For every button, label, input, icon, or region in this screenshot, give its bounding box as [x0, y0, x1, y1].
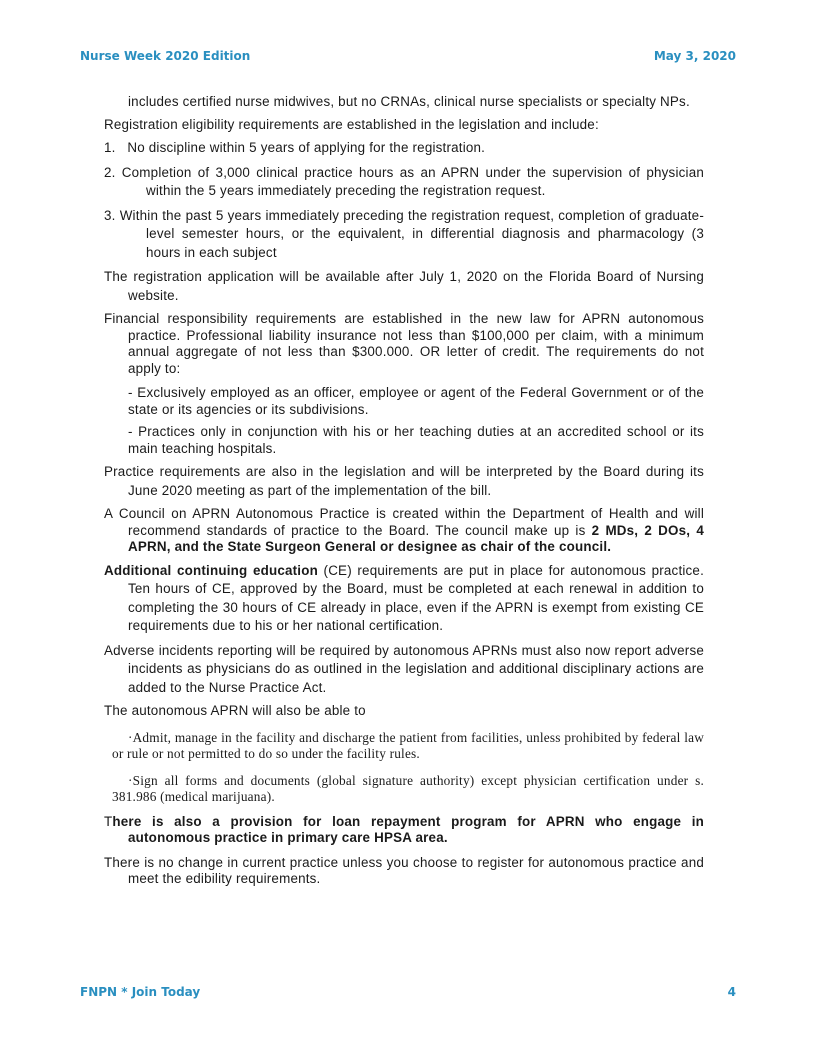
- council-paragraph: [104, 506, 704, 556]
- page-number: 4: [727, 985, 736, 999]
- loan-paragraph: [104, 814, 704, 847]
- header-edition: Nurse Week 2020 Edition: [80, 49, 251, 63]
- adverse-paragraph: Adverse incidents reporting will be required by autonomous APRNs must also now report adverse incidents as physicians do as outlined in the legislation and additional disciplinary actions are added to the Nurse Practice Act.: [104, 642, 704, 695]
- financial-paragraph: Financial responsibility requirements are established in the new law for APRN autonomous practice. Professional liability insurance not less than $100,000 per claim, with a minimum annual aggregate of not less than $300.000. OR letter of credit. The requirements do not apply to:: [104, 311, 704, 376]
- article-body: [104, 94, 704, 894]
- able-intro: The autonomous APRN will also be able to: [104, 703, 366, 718]
- application-paragraph: The registration application will be available after July 1, 2020 on the Florida Board of Nursing website.: [104, 269, 704, 303]
- council-makeup: 2 MDs, 2 DOs, 4 APRN, and the State Surgeon General or designee as chair of the council.: [128, 522, 704, 554]
- loan-first-letter: T: [104, 813, 113, 829]
- requirement-1: 1. No discipline within 5 years of applying for the registration.: [104, 140, 486, 155]
- continued-paragraph: includes certified nurse midwives, but no CRNAs, clinical nurse specialists or specialty NPs.: [128, 94, 690, 109]
- header-date: May 3, 2020: [653, 49, 736, 63]
- able-item-admit: ·Admit, manage in the facility and discharge the patient from facilities, unless prohibited by federal law or rule or not permitted to do so under the facility rules.: [112, 729, 704, 761]
- requirement-3: 3. Within the past 5 years immediately preceding the registration request, completion of graduate-level semester hours, or the equivalent, in differential diagnosis and pharmacology (3 hours in each subject: [104, 207, 704, 260]
- ce-text: (CE) requirements are put in place for autonomous practice. Ten hours of CE, approved by the Board, must be completed at each renewal in addition to completing the 30 hours of CE already in place, even if the APRN is exempt from existing CE requirements due to his or her national certification.: [128, 562, 704, 633]
- eligibility-intro: Registration eligibility requirements are established in the legislation and include:: [104, 116, 599, 132]
- council-text: A Council on APRN Autonomous Practice is created within the Department of Health and will recommend standards of practice to the Board. The council make up is: [104, 506, 704, 538]
- footer-org: FNPN * Join Today: [80, 985, 201, 999]
- practice-paragraph: Practice requirements are also in the legislation and will be interpreted by the Board during its June 2020 meeting as part of the implementation of the bill.: [104, 464, 704, 498]
- ce-paragraph: [104, 562, 704, 636]
- ce-heading: Additional continuing education: [104, 562, 318, 578]
- loan-text: here is also a provision for loan repayment program for APRN who engage in autonomous practice in primary care HPSA area.: [112, 813, 704, 845]
- able-item-sign: ·Sign all forms and documents (global signature authority) except physician certification under s. 381.986 (medical marijuana).: [112, 772, 704, 804]
- requirement-2: 2. Completion of 3,000 clinical practice hours as an APRN under the supervision of physician within the 5 years immediately preceding the registration request.: [104, 164, 704, 198]
- exemption-teaching: - Practices only in conjunction with his or her teaching duties at an accredited school or its main teaching hospitals.: [128, 424, 704, 456]
- no-change-paragraph: There is no change in current practice unless you choose to register for autonomous practice and meet the edibility requirements.: [104, 854, 704, 886]
- exemption-federal: - Exclusively employed as an officer, employee or agent of the Federal Government or of the state or its agencies or its subdivisions.: [128, 385, 704, 417]
